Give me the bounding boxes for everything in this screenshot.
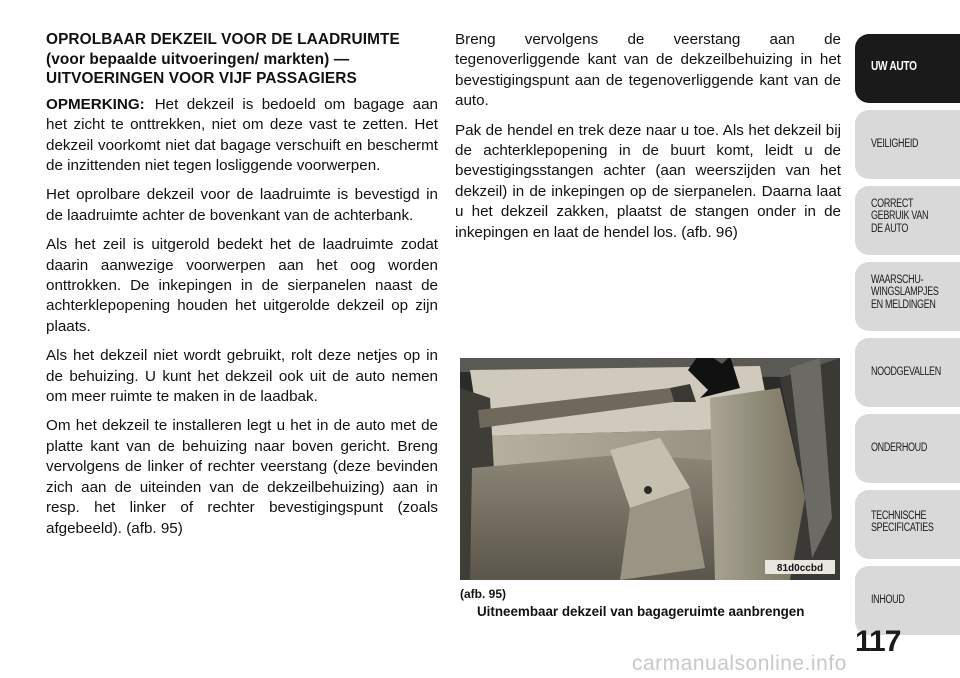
tab-label: TECHNISCHE — [871, 510, 927, 522]
tab-correct-gebruik[interactable] — [855, 186, 960, 255]
tab-label: SPECIFICATIES — [871, 522, 934, 535]
tab-uw-auto[interactable] — [855, 34, 960, 103]
body-paragraph: Als het zeil is uitgerold bedekt het de laadruimte zodat daarin aanwezige voorwerpen aan het oog worden onttrokken. De inkepingen in de sierpanelen naast de achterklepopening houden het uitgerolde dekzeil op zijn plaats. — [46, 236, 438, 335]
tab-label: EN MELDINGEN — [871, 298, 936, 311]
left-column — [46, 30, 438, 548]
watermark: carmanualsonline.info — [632, 652, 847, 675]
figure-caption: Uitneembaar dekzeil van bagageruimte aanbrengen — [477, 604, 805, 619]
section-heading: OPROLBAAR DEKZEIL VOOR DE LAADRUIMTE (voor bepaalde uitvoeringen/ markten) — UITVOERINGEN VOOR VIJF PASSAGIERS — [46, 31, 400, 88]
note-paragraph — [46, 95, 438, 177]
figure-number: (afb. 95) — [460, 587, 507, 601]
cargo-area-photo — [460, 358, 840, 580]
tab-label: WINGSLAMPJES — [871, 286, 939, 299]
note-label: OPMERKING: — [46, 95, 145, 113]
tab-label: VEILIGHEID — [871, 138, 919, 150]
tab-label: ONDERHOUD — [871, 442, 928, 454]
body-paragraph: Het oprolbare dekzeil voor de laadruimte is bevestigd in de laadruimte achter de bovenkant van de achterbank. — [46, 186, 438, 224]
note-text: Het dekzeil is bedoeld om bagage aan het zicht te onttrekken, niet om deze vast te zetten. Het dekzeil voorkomt niet dat bagage verschuift en beschermt de inzittenden niet tegen losliggende voorwerpen. — [46, 95, 438, 174]
body-paragraph: Als het dekzeil niet wordt gebruikt, rolt deze netjes op in de behuizing. U kunt het dekzeil ook uit de auto nemen om meer ruimte te maken in de laadbak. — [46, 347, 438, 406]
tab-technische-specificaties[interactable] — [855, 490, 960, 559]
chapter-tabs — [855, 0, 960, 678]
tab-label: WAARSCHU- — [871, 274, 924, 286]
tab-label: GEBRUIK VAN — [871, 210, 929, 223]
tab-veiligheid[interactable] — [855, 110, 960, 179]
page-number: 117 — [855, 625, 901, 658]
tab-onderhoud[interactable] — [855, 414, 960, 483]
tab-label: CORRECT — [871, 198, 914, 210]
tab-label: UW AUTO — [871, 58, 917, 73]
tab-waarschuwingslampjes[interactable] — [855, 262, 960, 331]
right-column — [455, 30, 841, 252]
body-paragraph: Breng vervolgens de veerstang aan de tegenoverliggende kant van de dekzeilbehuizing in het bevestigingspunt aan de tegenoverliggende kant van de auto. — [455, 31, 841, 110]
tab-label: DE AUTO — [871, 222, 909, 235]
body-paragraph: Om het dekzeil te installeren legt u het in de auto met de platte kant van de behuizing naar boven gericht. Breng vervolgens de linker of rechter veerstang (deze bevinden zich aan de uiteinden van de dekzeilbehuizing) aan in resp. het linker of rechter bevestigingspunt (zoals afgebeeld). (afb. 95) — [46, 417, 438, 537]
tab-noodgevallen[interactable] — [855, 338, 960, 407]
tab-label: INHOUD — [871, 594, 905, 606]
tab-label: NOODGEVALLEN — [871, 366, 941, 378]
body-paragraph: Pak de hendel en trek deze naar u toe. Als het dekzeil bij de achterklepopening in de buurt komt, leidt u de bevestigingsstangen achter (aan weerszijden van het dekzeil) in de inkepingen op de sierpanelen. Daarna laat u het dekzeil zakken, plaatst de stangen onder in de inkepingen en laat de hendel los. (afb. 96) — [455, 121, 841, 241]
image-code: 81d0ccbd — [776, 563, 824, 574]
